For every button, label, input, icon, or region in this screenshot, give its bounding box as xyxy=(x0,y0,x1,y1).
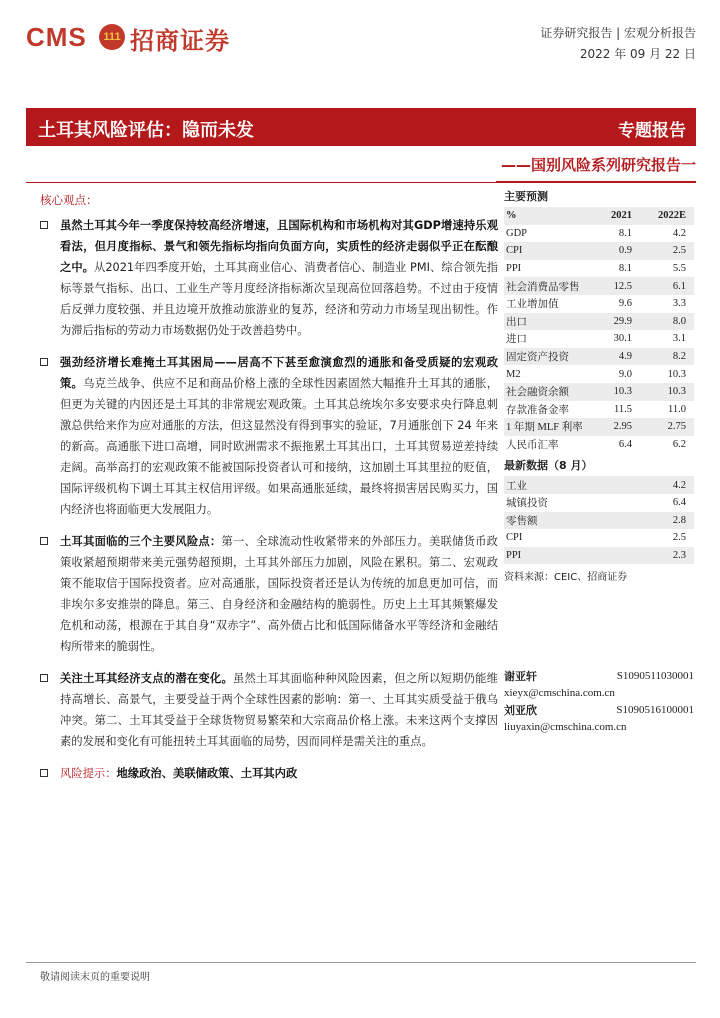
forecast-value: 3.3 xyxy=(672,298,686,310)
forecast-value: 8.0 xyxy=(640,313,694,331)
checkbox-bullet-icon xyxy=(40,221,48,229)
key-point-text: 从2021年四季度开始，土耳其商业信心、消费者信心、制造业 PMI、综合领先指标等景气指标、出口、工业生产等月度经济指标渐次呈现高位回落趋势。不过由于疫情后反弹力度较强、并且边境开放推动旅游业的复苏，经济和劳动力市场呈现出韧性。作为滞后指标的劳动力市场数据仍处于改善趋势中。 xyxy=(60,261,498,337)
latest-data-row xyxy=(504,547,694,565)
forecast-value: 29.9 xyxy=(586,313,640,331)
analyst-email[interactable]: xieyx@cmschina.com.cn xyxy=(504,687,615,699)
key-point-item xyxy=(40,215,498,341)
forecast-indicator: 存款准备金率 xyxy=(506,404,569,416)
latest-indicator: 城镇投资 xyxy=(506,498,548,510)
forecast-row xyxy=(504,436,694,454)
risk-item xyxy=(40,763,498,784)
forecast-indicator: GDP xyxy=(506,227,528,239)
forecast-indicator: CPI xyxy=(504,242,586,260)
report-type: 证券研究报告 | 宏观分析报告 xyxy=(540,26,696,40)
forecast-header-row xyxy=(504,207,694,225)
analyst-email[interactable]: liuyaxin@cmschina.com.cn xyxy=(504,721,627,733)
analyst-row xyxy=(504,668,694,685)
forecast-indicator: 社会消费品零售 xyxy=(504,277,586,295)
checkbox-bullet-icon xyxy=(40,537,48,545)
forecast-row xyxy=(504,260,694,278)
analyst-row xyxy=(504,702,694,719)
forecast-row xyxy=(504,313,694,331)
forecast-value: 6.2 xyxy=(672,439,686,451)
key-point-bold: 强劲经济增长难掩土耳其困局——居高不下甚至愈演愈烈的通胀和备受质疑的宏观政策。 xyxy=(60,356,498,390)
forecast-row xyxy=(504,277,694,295)
forecast-value: 11.5 xyxy=(614,403,632,415)
risk-text: 地缘政治、美联储政策、土耳其内政 xyxy=(116,767,298,780)
latest-value: 2.5 xyxy=(672,532,686,544)
latest-data-row xyxy=(504,512,694,530)
forecast-indicator: 出口 xyxy=(504,313,586,331)
forecast-indicator: 工业增加值 xyxy=(506,299,559,311)
forecast-value: 8.1 xyxy=(618,263,632,275)
latest-indicator: 工业 xyxy=(504,476,630,494)
forecast-row xyxy=(504,401,694,419)
forecast-value: 0.9 xyxy=(586,242,640,260)
report-date: 2022 年 09 月 22 日 xyxy=(579,47,696,61)
forecast-table xyxy=(504,207,694,453)
latest-indicator: PPI xyxy=(504,547,630,565)
forecast-value: 5.5 xyxy=(672,263,686,275)
report-tag: 专题报告 xyxy=(618,121,686,141)
key-points-label: 核心观点： xyxy=(40,193,98,207)
forecast-row xyxy=(504,295,694,313)
forecast-value: 12.5 xyxy=(586,277,640,295)
checkbox-bullet-icon xyxy=(40,358,48,366)
footer-divider xyxy=(26,962,696,963)
forecast-value: 11.0 xyxy=(668,403,686,415)
footer-disclaimer: 敬请阅读末页的重要说明 xyxy=(40,972,150,983)
forecast-value: 10.3 xyxy=(640,383,694,401)
latest-value: 4.2 xyxy=(630,476,694,494)
key-point-text: 乌克兰战争、供应不足和商品价格上涨的全球性因素固然大幅推升土耳其的通胀，但更为关键的内因还是土耳其的非常规宏观政策。土耳其总统埃尔多安要求央行降息刺激总供给来作为应对通胀的方法，但这显然没有得到事实的验证，7月通胀创下 24 年来的新高。高通胀下进口高增，同时欧洲需求不振拖累土耳其出口，土耳其贸易逆差持续走阔。高举高打的宏观政策不能被国际投资者认可和接纳，这加剧土耳其里拉的贬值，国际评级机构下调土耳其主权信用评级。如果高通胀延续，最终将损害居民购买力，国内经济也将面临更大发展阻力。 xyxy=(60,377,498,516)
forecast-indicator: 1 年期 MLF 利率 xyxy=(504,418,586,436)
latest-data-table xyxy=(504,476,694,564)
key-point-bold: 虽然土耳其今年一季度保持较高经济增速，且国际机构和市场机构对其GDP增速持乐观看法，但月度指标、景气和领先指标均指向负面方向，实质性的经济走弱似乎正在酝酿之中。 xyxy=(60,219,498,274)
forecast-value: 9.0 xyxy=(618,368,632,380)
report-subtitle: ——国别风险系列研究报告一 xyxy=(500,156,696,174)
forecast-header-cell: % xyxy=(504,207,586,225)
forecast-value: 9.6 xyxy=(618,298,632,310)
forecast-value: 6.4 xyxy=(618,439,632,451)
divider xyxy=(26,182,496,183)
key-point-text: 虽然土耳其面临种种风险因素，但之所以短期仍能维持高增长、高景气，主要受益于两个全球性因素的影响：第一、土耳其实质受益于俄乌冲突。第二、土耳其受益于全球货物贸易繁荣和大宗商品价格上涨。未来这两个支撑因素的发展和变化有可能扭转土耳其面临的局势，因而同样是需关注的重点。 xyxy=(60,672,498,748)
report-title: 土耳其风险评估：隐而未发 xyxy=(38,120,254,141)
sidebar xyxy=(504,188,694,583)
key-point-item xyxy=(40,531,498,657)
forecast-indicator: 社会融资余额 xyxy=(504,383,586,401)
latest-data-row xyxy=(504,494,694,512)
forecast-value: 3.1 xyxy=(672,333,686,345)
key-point-bold: 土耳其面临的三个主要风险点： xyxy=(60,535,222,548)
logo-emblem-icon: 111 xyxy=(99,24,125,50)
forecast-value: 2.75 xyxy=(640,418,694,436)
forecast-row xyxy=(504,348,694,366)
forecast-value: 2.95 xyxy=(586,418,640,436)
forecast-value: 4.9 xyxy=(586,348,640,366)
forecast-value: 6.1 xyxy=(640,277,694,295)
key-point-item xyxy=(40,352,498,520)
key-point-bold: 关注土耳其经济支点的潜在变化。 xyxy=(60,672,233,685)
analyst-block xyxy=(504,668,694,736)
forecast-value: 10.3 xyxy=(586,383,640,401)
divider xyxy=(496,181,696,183)
latest-value: 6.4 xyxy=(672,497,686,509)
checkbox-bullet-icon xyxy=(40,674,48,682)
company-logo: CMS xyxy=(26,22,87,52)
title-bar xyxy=(26,108,696,146)
company-name: 招商证券 xyxy=(130,27,230,55)
key-point-item xyxy=(40,668,498,752)
analyst-name: 谢亚轩 xyxy=(504,670,537,683)
forecast-title: 主要预测 xyxy=(504,190,548,203)
latest-data-title: 最新数据（8 月） xyxy=(504,459,593,473)
forecast-indicator: 固定资产投资 xyxy=(504,348,586,366)
forecast-value: 4.2 xyxy=(672,227,686,239)
forecast-value: 8.1 xyxy=(618,227,632,239)
page-header xyxy=(0,0,720,80)
forecast-row xyxy=(504,330,694,348)
latest-indicator: 零售额 xyxy=(504,512,630,530)
forecast-indicator: PPI xyxy=(506,263,522,275)
forecast-header-cell: 2022E xyxy=(640,207,694,225)
latest-value: 2.3 xyxy=(630,547,694,565)
data-source: 资料来源：CEIC、招商证券 xyxy=(504,572,628,584)
analyst-id: S1090516100001 xyxy=(616,704,694,716)
key-point-text: 第一、全球流动性收紧带来的外部压力。美联储货币政策收紧超预期带来美元强势超预期，土耳其外部压力加剧，风险在累积。第二、宏观政策不能取信于国际投资者。应对高通胀，国际投资者还是认为传统的加息更加可信，而非埃尔多安推崇的降息。第三、自身经济和金融结构的脆弱性。历史上土耳其频繁爆发危机和动荡，根源在于其自身“双赤字”、高外债占比和低国际储备水平等经济和金融结构所带来的脆弱性。 xyxy=(60,535,498,653)
latest-data-row xyxy=(504,529,694,547)
forecast-value: 8.2 xyxy=(640,348,694,366)
forecast-indicator: M2 xyxy=(506,368,521,380)
forecast-value: 10.3 xyxy=(667,368,686,380)
forecast-indicator: 人民币汇率 xyxy=(506,440,559,452)
forecast-row xyxy=(504,383,694,401)
latest-value: 2.8 xyxy=(630,512,694,530)
analyst-id: S1090511030001 xyxy=(616,670,694,682)
forecast-value: 2.5 xyxy=(640,242,694,260)
key-points-section xyxy=(40,190,498,795)
forecast-value: 30.1 xyxy=(613,333,632,345)
analyst-name: 刘亚欣 xyxy=(504,704,537,717)
forecast-row xyxy=(504,418,694,436)
forecast-header-cell: 2021 xyxy=(586,207,640,225)
risk-label: 风险提示： xyxy=(60,767,117,780)
forecast-indicator: 进口 xyxy=(506,334,527,346)
latest-indicator: CPI xyxy=(506,532,523,544)
checkbox-bullet-icon xyxy=(40,769,48,777)
forecast-row xyxy=(504,365,694,383)
forecast-row xyxy=(504,225,694,243)
forecast-row xyxy=(504,242,694,260)
latest-data-row xyxy=(504,476,694,494)
